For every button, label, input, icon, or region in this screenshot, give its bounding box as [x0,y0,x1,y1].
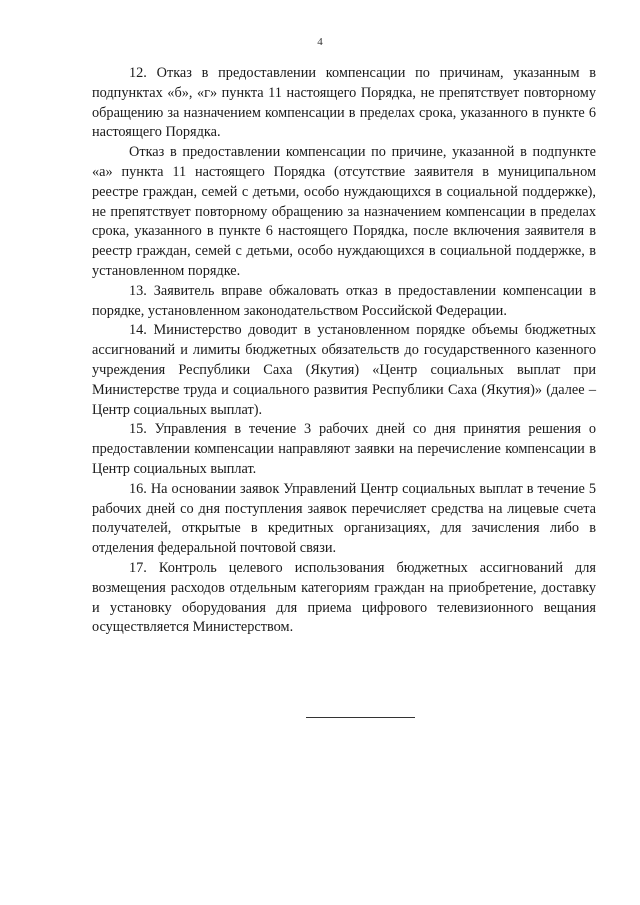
paragraph-16: 16. На основании заявок Управлений Центр социальных выплат в течение 5 рабочих дней со дня поступления заявок перечисляет средства на лицевые счета получателей, открытые в кредитных организациях, для зачисления либо в отделения федеральной почтовой связи. [92,480,596,557]
page-number: 4 [317,36,323,48]
paragraph-14: 14. Министерство доводит в установленном порядке объемы бюджетных ассигнований и лимиты бюджетных обязательств до государственного казенного учреждения Республики Саха (Якутия) «Центр социальных выплат при Министерстве труда и социального развития Республики Саха (Якутия)» (далее – Центр социальных выплат). [92,322,596,418]
end-of-document-rule [306,717,415,718]
paragraph-13: 13. Заявитель вправе обжаловать отказ в предоставлении компенсации в порядке, установленном законодательством Российской Федерации. [92,282,596,319]
paragraph-15: 15. Управления в течение 3 рабочих дней со дня принятия решения о предоставлении компенсации направляют заявки на перечисление компенсации в Центр социальных выплат. [92,421,596,477]
document-body [92,64,596,638]
paragraph-12-continuation: Отказ в предоставлении компенсации по причине, указанной в подпункте «а» пункта 11 настоящего Порядка (отсутствие заявителя в муниципальном реестре граждан, семей с детьми, особо нуждающихся в социальной поддержке), не препятствует повторному обращению за назначением компенсации в пределах срока, указанного в пункте 6 настоящего Порядка, после включения заявителя в реестр граждан, семей с детьми, особо нуждающихся в социальной поддержке, в установленном порядке. [92,144,596,279]
paragraph-17: 17. Контроль целевого использования бюджетных ассигнований для возмещения расходов отдельным категориям граждан на приобретение, доставку и установку оборудования для приема цифрового телевизионного вещания осуществляется Министерством. [92,559,596,636]
paragraph-12: 12. Отказ в предоставлении компенсации по причинам, указанным в подпунктах «б», «г» пункта 11 настоящего Порядка, не препятствует повторному обращению за назначением компенсации в пределах срока, указанного в пункте 6 настоящего Порядка. [92,65,596,141]
